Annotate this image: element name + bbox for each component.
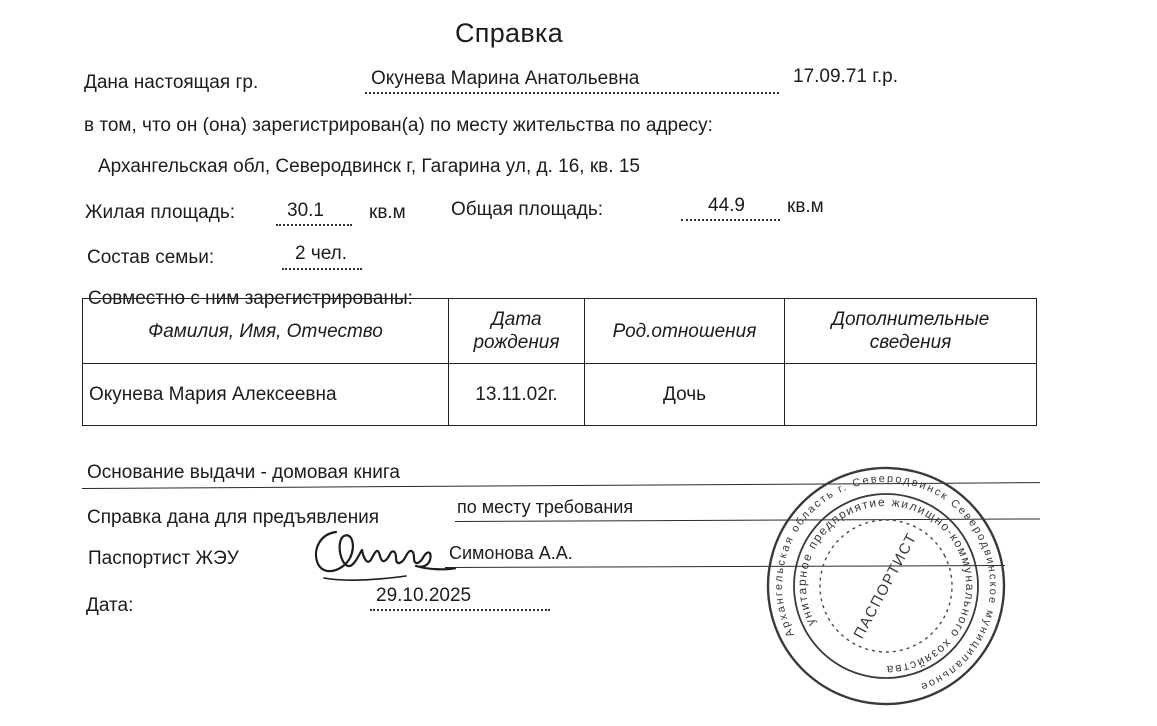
header-relation: Род.отношения [585,299,785,364]
header-additional-info: Дополнительные сведения [785,299,1037,364]
cell-birth-date: 13.11.02г. [449,364,585,426]
family-value: 2 чел. [295,243,348,264]
header-birth-date: Дата рождения [449,299,585,364]
official-stamp [762,462,1010,710]
co-registered-label: Совместно с ним зарегистрированы: [88,288,413,309]
family-members-table [82,298,1037,426]
address: Архангельская обл, Северодвинск г, Гагарина ул, д. 16, кв. 15 [98,156,640,177]
total-area-label: Общая площадь: [451,199,604,220]
total-area-value: 44.9 [708,195,745,216]
table-row [83,364,1037,426]
living-area-unit: кв.м [369,202,406,223]
name-underline [365,92,779,94]
date-value: 29.10.2025 [376,585,472,606]
total-area-unit: кв.м [787,196,824,217]
registration-statement: в том, что он (она) зарегистрирован(а) по месту жительства по адресу: [84,115,713,136]
handwritten-signature [306,520,456,586]
birth-date: 17.09.71 г.р. [793,66,898,87]
header-full-name: Фамилия, Имя, Отчество [83,299,449,364]
document-title: Справка [455,18,564,48]
cell-relation: Дочь [585,364,785,426]
living-area-label: Жилая площадь: [85,202,235,223]
signer-name: Симонова А.А. [449,543,573,563]
cell-additional-info [785,364,1037,426]
date-underline [370,609,550,611]
living-area-value: 30.1 [287,200,324,221]
issue-basis: Основание выдачи - домовая книга [87,462,400,483]
table-header-row [83,299,1037,364]
living-area-underline [276,224,352,226]
family-label: Состав семьи: [87,247,215,268]
cell-full-name: Окунева Мария Алексеевна [83,364,449,426]
purpose-value: по месту требования [457,497,634,517]
issued-to-name: Окунева Марина Анатольевна [371,68,640,89]
family-underline [282,268,362,270]
total-area-underline [681,219,780,221]
date-label: Дата: [86,595,134,616]
stamp-outer-text: Архангельская область г. Северодвинск Северодвинское муниципальное [772,472,1000,694]
stamp-center-text: ПАСПОРТИСТ [850,529,921,642]
purpose-label: Справка дана для предъявления [87,507,380,528]
issued-to-label: Дана настоящая гр. [84,72,259,93]
stamp-inner-text: унитарное предприятие жилищно-коммунального хозяйства [794,494,978,678]
signer-label: Паспортист ЖЭУ [88,548,239,569]
